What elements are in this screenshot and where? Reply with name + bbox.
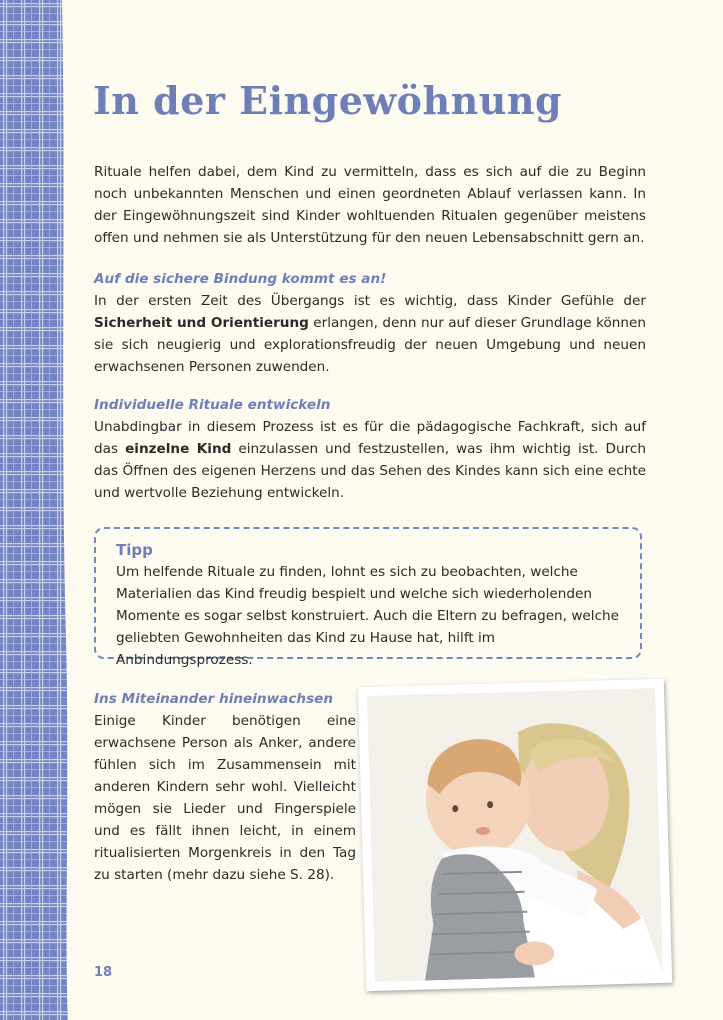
section-growing-together bbox=[94, 688, 356, 886]
bold-term: Sicherheit und Orientierung bbox=[94, 315, 309, 331]
tip-paragraph: Um helfende Rituale zu finden, lohnt es sich zu beobachten, welche Materialien das Kind freudig bespielt und welche sich wiederholenden Momente es sogar selbst konstruiert. Auch die Eltern zu befragen, welche geliebten Gewohnheiten das Kind zu Hause hat, hilft im Anbindungsprozess. bbox=[116, 564, 620, 668]
page-number: 18 bbox=[94, 965, 113, 980]
mother-child-photo bbox=[367, 688, 663, 982]
intro-paragraph: Rituale helfen dabei, dem Kind zu vermitteln, dass es sich auf die zu Beginn noch unbekannten Menschen und einen geordneten Ablauf verlassen kann. In der Eingewöhnungszeit sind Kinder wohltuenden Ritualen gegenüber meistens offen und nehmen sie als Unterstützung für den neuen Lebensabschnitt gern an. bbox=[94, 164, 646, 246]
section-heading: Ins Miteinander hineinwachsen bbox=[94, 691, 334, 707]
bold-term: einzelne Kind bbox=[125, 441, 232, 457]
text-span: einzulassen und festzustellen, was ihm wichtig ist. Durch das Öffnen des eigenen Herzens und das Sehen des Kindes kann sich eine echte und wertvolle Beziehung entwickeln. bbox=[94, 441, 646, 501]
tip-heading: Tipp bbox=[116, 541, 153, 559]
section-heading: Individuelle Rituale entwickeln bbox=[94, 397, 331, 413]
plaid-border bbox=[0, 0, 72, 1020]
tip-box bbox=[94, 527, 642, 668]
section-paragraph: Einige Kinder benötigen eine erwachsene Person als Anker, andere fühlen sich im Zusammensein mit anderen Kindern sehr wohl. Vielleicht mögen sie Lieder und Fingerspiele und es fällt ihnen leicht, in einem ritualisierten Morgenkreis in den Tag zu starten (mehr dazu siehe S. 28). bbox=[94, 713, 356, 883]
page-title: In der Eingewöhnung bbox=[93, 78, 563, 123]
photo-frame bbox=[358, 679, 672, 991]
text-span: erlangen, denn nur auf dieser Grundlage können sie sich neugierig und explorationsfreudig der neuen Umgebung und neuen erwachsenen Personen zuwenden. bbox=[94, 315, 646, 375]
intro-block bbox=[94, 161, 646, 249]
photo-illustration bbox=[367, 688, 663, 982]
section-heading: Auf die sichere Bindung kommt es an! bbox=[94, 271, 387, 287]
section-individual-rituals bbox=[94, 394, 646, 504]
section-secure-bonding bbox=[94, 268, 646, 378]
text-span: In der ersten Zeit des Übergangs ist es wichtig, dass Kinder Gefühle der bbox=[94, 293, 646, 309]
section-paragraph bbox=[94, 290, 646, 378]
text-span: Unabdingbar in diesem Prozess ist es für die pädagogische Fachkraft, sich auf das bbox=[94, 419, 646, 457]
section-paragraph bbox=[94, 416, 646, 504]
